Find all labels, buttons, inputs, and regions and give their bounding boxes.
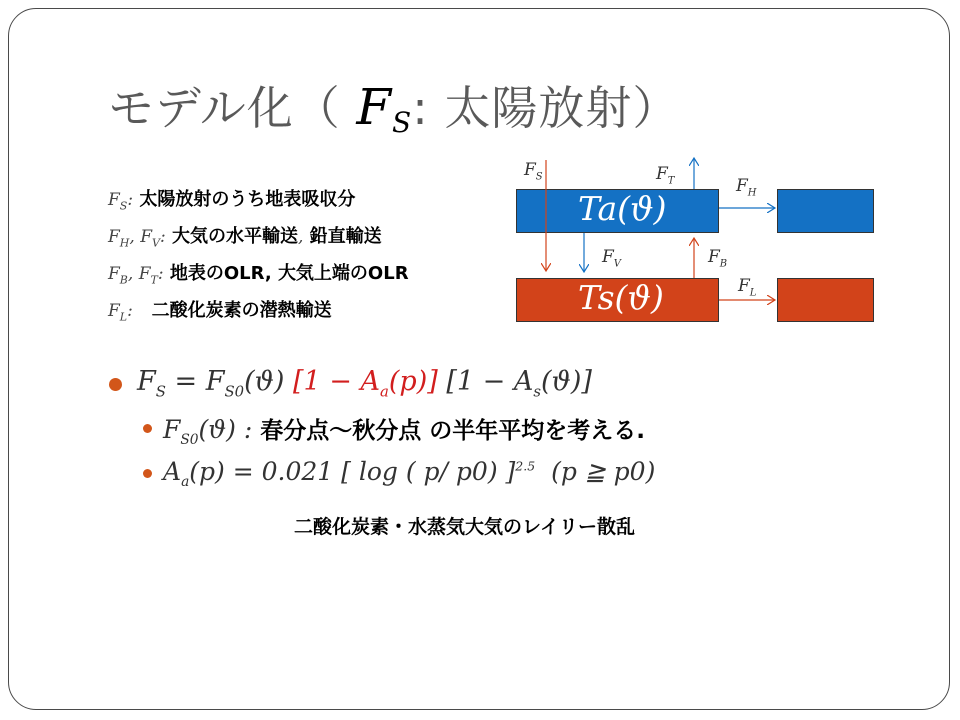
equation-sub2 [163, 457, 655, 490]
def-fv-text: 鉛直輸送 [309, 226, 382, 247]
title-prefix: モデル化（ [108, 81, 341, 135]
eq-fs0-arg: (ϑ) [244, 366, 294, 397]
eq-lhs: F [137, 366, 156, 397]
def-fb-symbol: F [108, 264, 120, 284]
label-ft: $F_T$ [656, 164, 675, 187]
surface-box-label: Ts(ϑ) [578, 278, 664, 317]
sub1-arg: (ϑ) : [198, 415, 261, 444]
def-ft-text: 大気上端のOLR [277, 263, 409, 284]
sub2-sym: A [163, 457, 182, 486]
label-fh: $F_H$ [736, 176, 757, 199]
sub2-sub: a [181, 474, 190, 490]
eq-fs0: F [205, 366, 225, 397]
sub1-text: 春分点〜秋分点 の半年平均を考える. [260, 418, 645, 444]
def-fv-symbol: F [140, 227, 152, 247]
def-fs-symbol: F [108, 190, 120, 210]
definition-fb-ft: $F_B$, $F_T$: 地表のOLR, 大気上端のOLR [108, 263, 409, 287]
eq-red-term: $[1 - A_a(p)]$ [293, 366, 438, 401]
label-fl: $F_L$ [738, 276, 757, 299]
def-ft-symbol: F [138, 264, 151, 284]
bullet-sub1-icon [143, 424, 152, 433]
sub2-body: (p) = 0.021 [ log ( p/ p0) ] [189, 457, 516, 486]
def-fl-sub: L [119, 310, 128, 324]
title-suffix: : 太陽放射） [412, 81, 680, 135]
title-symbol-base: F [356, 78, 393, 136]
atmosphere-box-label: Ta(ϑ) [578, 189, 667, 228]
def-fh-symbol: F [108, 227, 120, 247]
eq-lhs-sub: S [155, 382, 166, 401]
sub2-sup: 2.5 [515, 458, 536, 474]
def-fl-text: 二酸化炭素の潜熱輸送 [151, 300, 332, 321]
eq-rest-sub: s [533, 382, 541, 401]
def-fb-sub: B [119, 273, 128, 287]
label-fs: $F_S$ [524, 160, 543, 183]
bullet-sub2-icon [143, 469, 152, 478]
equation-sub1 [163, 412, 645, 448]
def-fv-sub: V [152, 236, 160, 250]
def-fs-text: 太陽放射のうち地表吸収分 [139, 189, 356, 210]
equation-main [137, 366, 592, 400]
def-fh-sub: H [119, 236, 130, 250]
def-fs-sep: : [127, 190, 134, 210]
sub1-sub: S0 [180, 432, 199, 448]
bullet-main-icon [109, 378, 122, 391]
eq-equals: = [165, 366, 206, 397]
eq-rest-close: (ϑ)] [540, 366, 592, 397]
def-fh-text: 大気の水平輸送 [171, 226, 298, 247]
def-fb-text: 地表のOLR [169, 263, 265, 284]
def-fl-symbol: F [108, 301, 120, 321]
eq-rest-open: [1 − A [437, 366, 534, 397]
label-fv: $F_V$ [602, 247, 622, 270]
def-ft-sub: T [150, 273, 158, 287]
def-fs-sub: S [119, 199, 128, 213]
eq-fs0-sub: S0 [224, 382, 245, 401]
definition-fh-fv: $F_H$, $F_V$: 大気の水平輸送, 鉛直輸送 [108, 226, 382, 250]
label-fb: $F_B$ [708, 247, 728, 270]
def-fl-sep: : [127, 301, 133, 321]
title-symbol-sub: S [392, 106, 413, 139]
sub2-cond: (p ≧ p0) [535, 457, 656, 486]
sub1-sym: F [163, 415, 181, 444]
caption-rayleigh: 二酸化炭素・水蒸気大気のレイリー散乱 [294, 516, 636, 538]
